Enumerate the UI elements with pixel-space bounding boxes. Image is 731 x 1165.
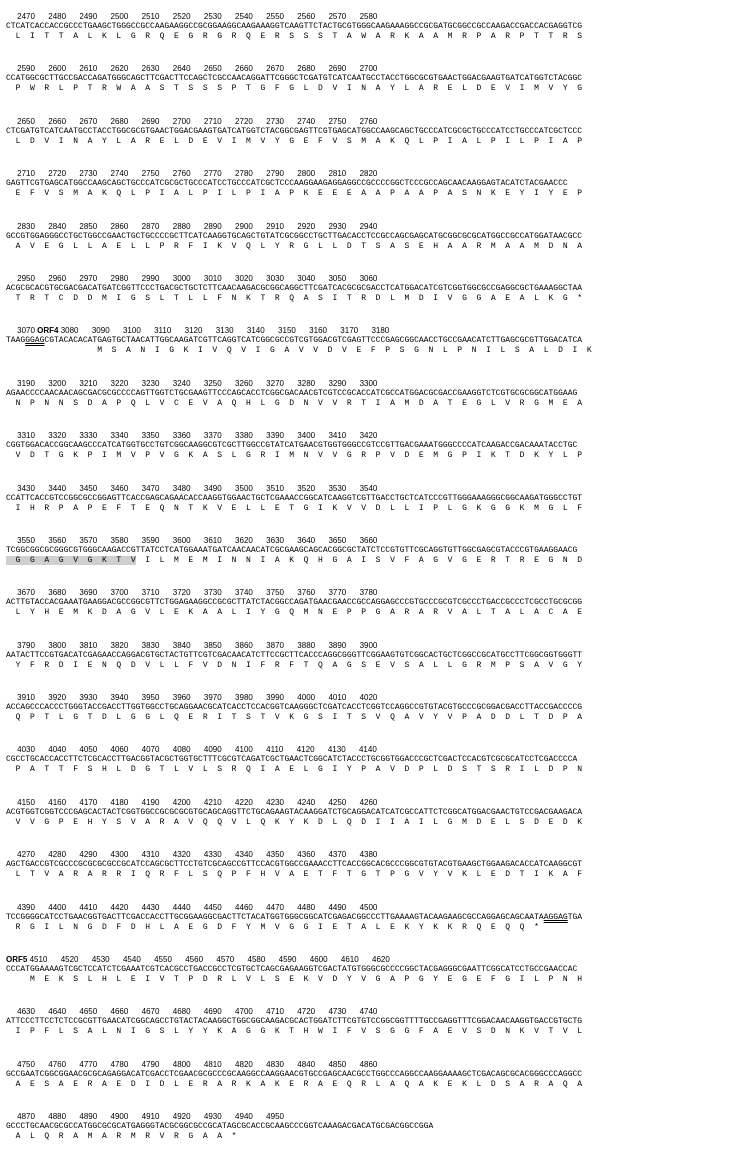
- dna-sequence: ACGCGCACGTGCGACGACATGATCGGTTCCCTGACGCTGCTCTTCAACAAGACGCGGCAGGCTTCGATCACGCGCGACCTCATGGACATCGTCGGTGGCGCCGAGGCGCTGAAAGGCTAA: [6, 283, 583, 293]
- position-numbers: 2470 2480 2490 2500 2510 2520 2530 2540 2550 2560 2570 2580: [6, 12, 378, 21]
- dna-sequence: GAGTTCGTGAGCATGGCCAAGCAGCTGCCCATCGCGCTGCCCATCCTGCCCATCGCTCCCAAGGAAGAGGAGGCCGCCCCGGCTCCCGCCAGCAACAAGGAGTACATCTACGAACCC: [6, 179, 568, 189]
- amino-acid-translation: A E S A E R A E D I D L E R A R K A K E R A E Q R L A Q A K E K L D S A R A Q A: [6, 1079, 583, 1089]
- sequence-block: [6, 117, 726, 169]
- orf5-label: ORF5: [6, 955, 28, 965]
- dna-sequence: ATTCCCTTCCTCTCCGCGTTGAACATCGGCAGCCTGTACTACAAGGCTGGCGGCAAGACGCACTGGATCTTCGTGTCCGGCGGTTTTGCCGAGGTTTCGGACAACAAGGTGACCGTGCTG: [6, 1017, 583, 1027]
- sequence-block: [6, 169, 726, 221]
- sequence-block-orf5-start: [6, 955, 726, 1007]
- dna-sequence: CCATTCACCGTCCGGCGCCGGAGTTCACCGAGCAGAACACCAAGGTGGAACTGCTCGAAACCGGCATCAAGGTCGTTGACCTGCTCATCCCGTTGGGAAAGGGCGGCAAGATGGGCCTGT: [6, 493, 583, 503]
- position-numbers: 3190 3200 3210 3220 3230 3240 3250 3260 3270 3280 3290 3300: [6, 378, 378, 388]
- position-numbers: 3310 3320 3330 3340 3350 3360 3370 3380 3390 3400 3410 3420: [6, 431, 378, 441]
- amino-acid-rest: I L M E M I N N I A K Q H G A I S V F A G V G E R T R E G N D: [135, 555, 583, 565]
- position-numbers: 3550 3560 3570 3580 3590 3600 3610 3620 3630 3640 3650 3660: [6, 535, 378, 545]
- sequence-block: [6, 431, 726, 483]
- sequence-block-orf4-end: [6, 903, 726, 955]
- sequence-block-motif: [6, 536, 726, 588]
- sequence-block: [6, 64, 726, 116]
- position-numbers: 4030 4040 4050 4060 4070 4080 4090 4100 4110 4120 4130 4140: [6, 745, 377, 755]
- amino-acid-translation: M E K S L H L E I V T P D R L V L S E K V D Y V G A P G Y E G E F G I L P N H: [6, 975, 583, 985]
- sequence-block: [6, 379, 726, 431]
- dna-sequence: GCCGTGGAGGGCCTGCTGGCCGAACTGCTGCCCCGCTTCATCAAGGTGCAGCTGTATCGCGGCCTGCTTGACACCTCCGCCAGCGAGCATGCGGCGCGCATGGCCGCCATGGATAACGCC: [6, 231, 583, 241]
- position-numbers: 4630 4640 4650 4660 4670 4680 4690 4700 4710 4720 4730 4740: [6, 1007, 378, 1017]
- amino-acid-translation: V D T G K P I M V P V G K A S L G R I M N V V G R P V D E M G P I K T D K Y L P: [6, 451, 583, 461]
- position-numbers-rest: 4510 4520 4530 4540 4550 4560 4570 4580 4590 4600 4610 4620: [27, 955, 390, 965]
- sequence-document: [6, 12, 726, 1165]
- amino-acid-translation: I P F L S A L N I G S L Y Y K A G G K T H W I F V S G G F A E V S D N K V T V L: [6, 1027, 583, 1037]
- sequence-block: [6, 588, 726, 640]
- dna-sequence: ACCAGCCCACCCTGGGTACCGACCTTGGTGGCCTGCAGGAACGCATCACCTCCACGGTCAAGGGCTCGATCACCTCGGTCCAGGCCGTGTACGTGCCCGCGGACGACCTTACCGACCCCG: [6, 703, 583, 713]
- dna-sequence: CGCCTGCACCACCTTCTCGCACCTTGACGGTACGCTGGTGCTTTCGCGTCAGATCGCTGAACTCGGCATCTACCCTGCGGTGGACCCGCTCGACTCCACGTCGCGCATCCTCGACCCCA: [6, 755, 578, 765]
- dna-sequence: [6, 336, 582, 345]
- amino-acid-translation: Y F R D I E N Q D V L L F V D N I F R F T Q A G S E V S A L L G R M P S A V G Y: [6, 660, 583, 670]
- sequence-block: [6, 850, 726, 902]
- amino-acid-translation: P W R L P T R W A A S T S S S P T G F G L D V I N A Y L A R E L D E V I M V Y G: [6, 84, 583, 94]
- amino-acid-translation: L T V A R A R R I Q R F L S Q P F H V A E T F T G T P G V Y V K L E D T I K A F: [6, 870, 583, 880]
- highlighted-motif: G G A G V G K T V: [6, 555, 136, 565]
- amino-acid-translation: Q P T L G T D L G G L Q E R I T S T V K G S I T S V Q A V Y V P A D D L T D P A: [6, 713, 583, 723]
- ribosome-binding-site: AGGAG: [543, 912, 568, 922]
- dna-sequence: CCCATGGAAAAGTCGCTCCATCTCGAAATCGTCACGCCTGACCGCCTCGTGCTCAGCGAGAAGGTCGACTATGTGGGCGCCCCGGCTACGAGGGCGAATTCGGCATCCTGCCGAACCAC: [6, 965, 578, 975]
- dna-sequence: AGCTGACCGTCGCCCGCGCGCGCCGCATCCAGCGCTTCCTGTCGCAGCCGTTCCACGTGGCCGAAACCTTCACCGGCACGCCCGGCGTGTACGTGAAGCTGGAAGACACCATCAAGGCGT: [6, 860, 583, 870]
- sequence-block: [6, 1060, 726, 1112]
- dna-sequence: GCCCTGCAACGCGCCATGGCGCGCATGAGGGTACGCGGCGCCGCATAGCGCACCGCAAGCCCGGTCAAAGACGACATGCGACGGCCGGA: [6, 1122, 434, 1132]
- amino-acid-translation: N P N N S D A P Q L V C E V A Q H L G D N V V R T I A M D A T E G L V R G M E A: [6, 398, 583, 408]
- sequence-block: [6, 1112, 726, 1164]
- position-numbers: 3430 3440 3450 3460 3470 3480 3490 3500 3510 3520 3530 3540: [6, 483, 378, 493]
- amino-acid-translation: T R T C D D M I G S L T L L F N K T R Q A S I T R D L M D I V G G A E A L K G *: [6, 293, 583, 303]
- position-numbers: 2650 2660 2670 2680 2690 2700 2710 2720 2730 2740 2750 2760: [6, 116, 378, 126]
- sequence-block: [6, 745, 726, 797]
- amino-acid-translation: L D V I N A Y L A R E L D E V I M V Y G E F V S M A K Q L P I A L P I L P I A P: [6, 136, 583, 146]
- sequence-block: [6, 641, 726, 693]
- dna-sequence: GCCGAATCGGCGGAACGCGCAGAGGACATCGACCTCGAACGCGCCCGCAAGGCCAAGGAACGTGCCGAGCAACGCCTGGCCCAGGCCAAGGAAAAGCTCGACAGCGCACGGGCCCAGGCC: [6, 1069, 583, 1079]
- dna-sequence: [6, 913, 582, 922]
- position-numbers: 3790 3800 3810 3820 3830 3840 3850 3860 3870 3880 3890 3900: [6, 640, 378, 650]
- position-numbers: 4870 4880 4890 4900 4910 4920 4930 4940 4950: [6, 1112, 284, 1122]
- position-numbers: 2950 2960 2970 2980 2990 3000 3010 3020 3030 3040 3050 3060: [6, 273, 378, 283]
- sequence-block-orf4-start: [6, 326, 726, 378]
- position-numbers: 2710 2720 2730 2740 2750 2760 2770 2780 2790 2800 2810 2820: [6, 169, 378, 179]
- amino-acid-translation: [6, 556, 582, 565]
- amino-acid-translation: P A T T F S H L D G T L V L S R Q I A E L G I Y P A V D P L D S T S R I L D P N: [6, 765, 583, 775]
- position-numbers: 4150 4160 4170 4180 4190 4200 4210 4220 4230 4240 4250 4260: [6, 797, 378, 807]
- position-numbers: 2830 2840 2850 2860 2870 2880 2890 2900 2910 2920 2930 2940: [6, 221, 378, 231]
- amino-acid-translation: L Y H E M K D A G V L E K A A L I Y G Q M N E P P G A R A R V A L T A L A C A E: [6, 608, 583, 618]
- position-numbers: 4270 4280 4290 4300 4310 4320 4330 4340 4350 4360 4370 4380: [6, 850, 378, 860]
- ribosome-binding-site: GGAG: [25, 336, 45, 346]
- dna-sequence: AGAACCCCAACAACAGCGACGCGCCCCAGTTGGTCTGCGAAGTTCCCAGCACCTCGGCGACAACGTCGTCCGCACCATCGCCATGGACGCGACCGAAGGTCTCGTGCGCGGCATGGAAG: [6, 388, 578, 398]
- position-numbers: [6, 955, 390, 964]
- amino-acid-translation: L I T T A L K L G R Q E G R G R Q E R S S S T A W A R K A A M R P A R P T T R S: [6, 32, 583, 41]
- position-numbers: 3670 3680 3690 3700 3710 3720 3730 3740 3750 3760 3770 3780: [6, 588, 378, 598]
- amino-acid-translation: E F V S M A K Q L P I A L P I L P I A P K E E E A A P A A P A S N K E Y I Y E P: [6, 189, 583, 199]
- dna-segment: TCCGGGGCATCCTGAACGGTGACTTCGACCACCTTGCGGAAGGCGACTTCTACATGGTGGGCGGCATCGAGACGGCCCTTGAAAAGTACAAGAAGCGCCAGGAGCAGCAATA: [6, 912, 544, 922]
- dna-sequence: ACTTGTACCACGAAATGAAGGACGCCGGCGTTCTGGAGAAGGCCGCGCTTATCTACGGCCAGATGAACGAACCGCCAGGAGCCCGTGCCCGCGTCGCCCTGACCGCCCTCGCCTGCGCGG: [6, 598, 583, 608]
- amino-acid-translation: R G I L N G D F D H L A E G D F Y M V G G I E T A L E K Y K K R Q E Q Q *: [6, 922, 539, 932]
- sequence-block: [6, 798, 726, 850]
- dna-segment: TAAG: [6, 336, 26, 346]
- sequence-block: [6, 1007, 726, 1059]
- position-number: 3070: [6, 326, 38, 336]
- dna-sequence: AATACTTCCGTGACATCGAGAACCAGGACGTGCTACTGTTCGTCGACAACATCTTCCGCTTCACCCAGGCGGGTTCGGAAGTGTCGGCACTGCTCGGCCGCATGCCTTCGGCGGTGGGTT: [6, 650, 583, 660]
- sequence-block: [6, 693, 726, 745]
- sequence-block: [6, 12, 726, 64]
- sequence-block: [6, 274, 726, 326]
- position-numbers: 2590 2600 2610 2620 2630 2640 2650 2660 2670 2680 2690 2700: [6, 64, 378, 74]
- position-numbers: 3910 3920 3930 3940 3950 3960 3970 3980 3990 4000 4010 4020: [6, 693, 378, 703]
- dna-sequence: CTCATCACCACCGCCCTGAAGCTGGGCCGCCAAGAAGGCCGCGGAAGGCAAGAAAGGTCAAGTTCTACTGCGTGGGCAAGAAAGGCCGCGATGCGGCCGCCAAGACCGACCACGAGGTCG: [6, 22, 583, 31]
- orf4-label: ORF4: [37, 326, 59, 336]
- dna-sequence: TCGGCGGCGCGGGCGTGGGCAAGACCGTTATCCTCATGGAAATGATCAACAACATCGCGAAGCAGCACGGCGCTATCTCCGTGTTCGCAGGTGTTGGCGAGCGTACCCGTGAAGGAACG: [6, 545, 578, 555]
- position-numbers: [6, 326, 389, 335]
- amino-acid-translation: V V G P E H Y S V A R A V Q Q V L Q K Y K D L Q D I I A I L G M D E L S D E D K: [6, 817, 583, 827]
- dna-sequence: ACGTGGTCGGTCCCGAGCACTACTCGGTGGCCGCGCGCGTGCAGCAGGTTCTGCAGAAGTACAAGGATCTGCAGGACATCATCGCCATTCTCGGCATGGACGAACTGTCCGACGAAGACA: [6, 807, 583, 817]
- position-numbers: 4750 4760 4770 4780 4790 4800 4810 4820 4830 4840 4850 4860: [6, 1059, 378, 1069]
- dna-sequence: CCATGGCGCTTGCCGACCAGATGGGCAGCTTCGACTTCCAGCTCGCCAACAGGATTCGGGCTCGATGTCATCAATGCCTACCTGGCGCGTGAACTGGACGAAGTGATCATGGTCTACGGC: [6, 74, 583, 84]
- amino-acid-translation: M S A N I G K I V Q V I G A V V D V E F P S G N L P N I L S A L D I K: [6, 346, 592, 356]
- dna-sequence: CGGTGGACACCGGCAAGCCCATCATGGTGCCTGTCGGCAAGGCGTCGCTTGGCCGTATCATGAACGTGGTGGGCCGTCCGTTGACGAAATGGGCCCCATCAAGACCGACAAATACCTGC: [6, 441, 578, 451]
- amino-acid-translation: A L Q R A M A R M R V R G A A *: [6, 1132, 237, 1142]
- position-numbers: 4390 4400 4410 4420 4430 4440 4450 4460 4470 4480 4490 4500: [6, 902, 378, 912]
- position-numbers-rest: 3080 3090 3100 3110 3120 3130 3140 3150 3160 3170 3180: [58, 326, 390, 336]
- dna-segment: CGTACACACATGAGTGCTAACATTGGCAAGATCGTTCAGGTCATCGGCGCCGTCGTGGACGTCGAGTTCCCGAGCGGCAACCTGCCGAACATCTTGAGCGCGTTGGACATCA: [44, 336, 583, 346]
- dna-sequence: CTCGATGTCATCAATGCCTACCTGGCGCGTGAACTGGACGAAGTGATCATGGTCTACGGCGAGTTCGTGAGCATGGCCAAGCAGCTGCCCATCGCGCTGCCCATCCTGCCCATCGCTCCC: [6, 126, 583, 136]
- sequence-block: [6, 222, 726, 274]
- dna-segment: TGA: [567, 912, 583, 922]
- amino-acid-translation: I H R P A P E F T E Q N T K V E L L E T G I K V V D L L I P L G K G G K M G L F: [6, 503, 583, 513]
- amino-acid-translation: A V E G L L A E L L P R F I K V Q L Y R G L L D T S A S E H A A R M A A M D N A: [6, 241, 583, 251]
- sequence-block: [6, 484, 726, 536]
